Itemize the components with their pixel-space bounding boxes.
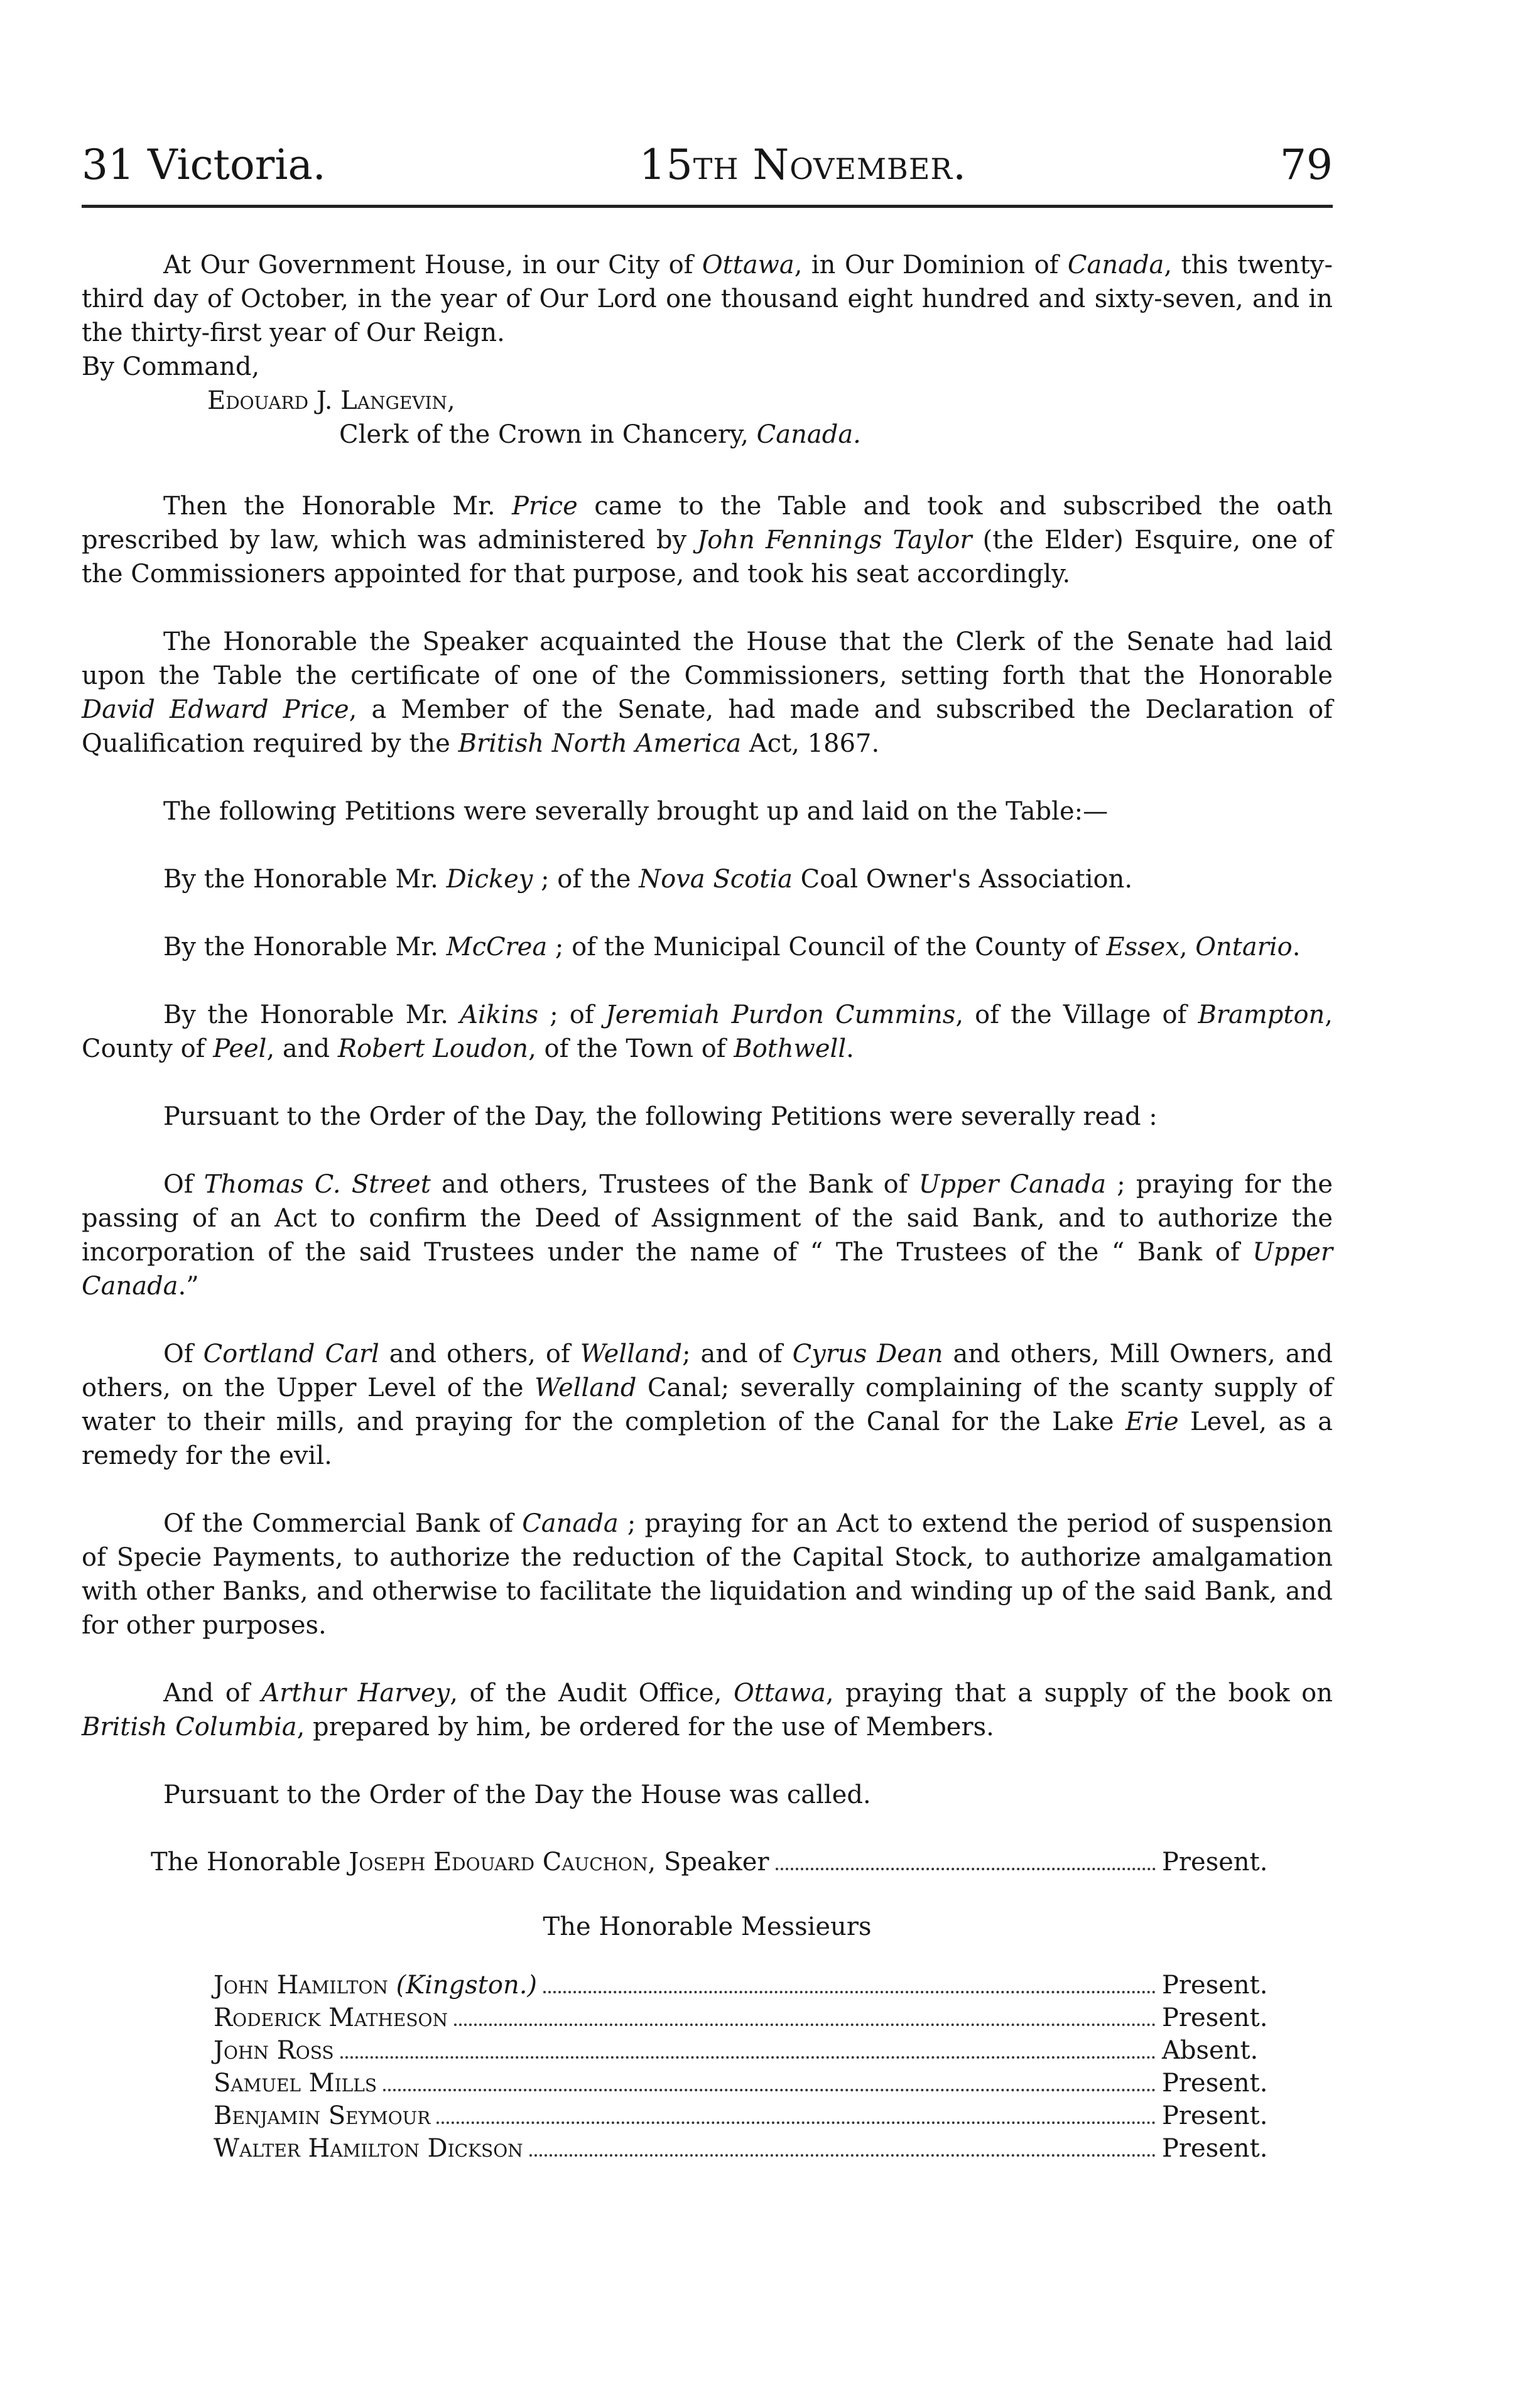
proclamation-text: At Our Government House, in our City of Ottawa, in Our Dominion of Canada, this twenty-third day of October, in the year of Our Lord one thousand eight hundred and sixty-seven, and in the thirty-first year of Our Reign. — [82, 251, 1333, 347]
house-called-paragraph: Pursuant to the Order of the Day the House was called. — [163, 1780, 871, 1809]
dot-leader — [454, 2024, 1156, 2026]
dot-leader — [529, 2154, 1156, 2157]
attendance-status: Present. — [1162, 2003, 1268, 2032]
oath-paragraph: Then the Honorable Mr. Price came to the Table and took and subscribed the oath prescribed by law, which was administered by John Fennings Taylor (the Elder) Esquire, one of the Commissioners appointed for that purpose, and took his seat accordingly. — [82, 492, 1333, 588]
petition-commercial-bank: Of the Commercial Bank of Canada ; praying for an Act to extend the period of suspension of Specie Payments, to authorize the reduction of the Capital Stock, to authorize amalgamation with other Banks, and otherwise to facilitate the liquidation and winding up of the said Bank, and for other purposes. — [82, 1509, 1333, 1640]
page-number: 79 — [1280, 141, 1333, 189]
speaker-label: The Honorable Joseph Edouard Cauchon, Speaker — [151, 1848, 769, 1877]
petition-dickey: By the Honorable Mr. Dickey ; of the Nova Scotia Coal Owner's Association. — [163, 865, 1133, 894]
speaker-roll-line — [151, 1846, 1275, 1878]
speaker-notice-paragraph: The Honorable the Speaker acquainted the House that the Clerk of the Senate had laid upon the Table the certificate of one of the Commissioners, setting forth that the Honorable David Edward Price, a Member of the Senate, had made and subscribed the Declaration of Qualification required by the British North America Act, 1867. — [82, 627, 1333, 758]
petition-street: Of Thomas C. Street and others, Trustees of the Bank of Upper Canada ; praying for the passing of an Act to confirm the Deed of Assignment of the said Bank, and to authorize the incorporation of the said Trustees under the name of “ The Trustees of the “ Bank of Upper Canada.” — [82, 1170, 1333, 1301]
member-name: John Hamilton — [214, 1971, 388, 2000]
proclamation-block — [82, 248, 1333, 452]
signatory-title: Clerk of the Crown in Chancery, Canada. — [339, 420, 861, 449]
running-date: 15th November. — [639, 141, 967, 189]
journal-body — [82, 248, 1333, 2165]
attendance-status: Present. — [1162, 2101, 1268, 2130]
dot-leader — [543, 1991, 1156, 1993]
petition-mccrea: By the Honorable Mr. McCrea ; of the Municipal Council of the County of Essex, Ontario. — [163, 933, 1301, 962]
messieurs-heading: The Honorable Messieurs — [543, 1912, 872, 1941]
roll-call-list — [214, 1969, 1275, 2165]
dot-leader — [383, 2089, 1156, 2091]
attendance-status: Present. — [1162, 2134, 1268, 2163]
roll-row — [214, 2132, 1275, 2165]
attendance-status: Absent. — [1162, 2036, 1259, 2065]
dot-leader — [776, 1868, 1156, 1870]
dot-leader — [340, 2056, 1156, 2059]
member-name: Walter Hamilton Dickson — [214, 2134, 523, 2163]
attendance-status: Present. — [1162, 2069, 1268, 2098]
roll-row — [214, 2100, 1275, 2132]
roll-row — [214, 2067, 1275, 2100]
roll-row — [214, 1969, 1275, 2002]
member-name: John Ross — [214, 2036, 334, 2065]
petition-carl: Of Cortland Carl and others, of Welland; and of Cyrus Dean and others, Mill Owners, and others, on the Upper Level of the Welland Canal; severally complaining of the scanty supply of water to their mills, and praying for the completion of the Canal for the Lake Erie Level, as a remedy for the evil. — [82, 1340, 1333, 1470]
order-read-paragraph: Pursuant to the Order of the Day, the following Petitions were severally read : — [163, 1102, 1158, 1131]
page-header — [82, 141, 1333, 189]
member-name: Roderick Matheson — [214, 2003, 448, 2032]
header-rule — [82, 205, 1333, 208]
speaker-status: Present. — [1162, 1848, 1268, 1877]
member-note: (Kingston.) — [388, 1971, 538, 2000]
attendance-status: Present. — [1162, 1971, 1268, 2000]
member-name: Samuel Mills — [214, 2069, 377, 2098]
roll-row — [214, 2002, 1275, 2034]
regnal-year: 31 Victoria. — [82, 141, 326, 189]
by-command: By Command, — [82, 352, 260, 381]
member-name: Benjamin Seymour — [214, 2101, 431, 2130]
dot-leader — [437, 2121, 1156, 2124]
petition-aikins: By the Honorable Mr. Aikins ; of Jeremiah Purdon Cummins, of the Village of Brampton, County of Peel, and Robert Loudon, of the Town of Bothwell. — [82, 1000, 1333, 1063]
roll-row — [214, 2034, 1275, 2067]
signatory-name: Edouard J. Langevin, — [207, 386, 455, 415]
petitions-intro: The following Petitions were severally brought up and laid on the Table:— — [163, 797, 1109, 826]
petition-harvey: And of Arthur Harvey, of the Audit Office, Ottawa, praying that a supply of the book on British Columbia, prepared by him, be ordered for the use of Members. — [82, 1679, 1333, 1742]
